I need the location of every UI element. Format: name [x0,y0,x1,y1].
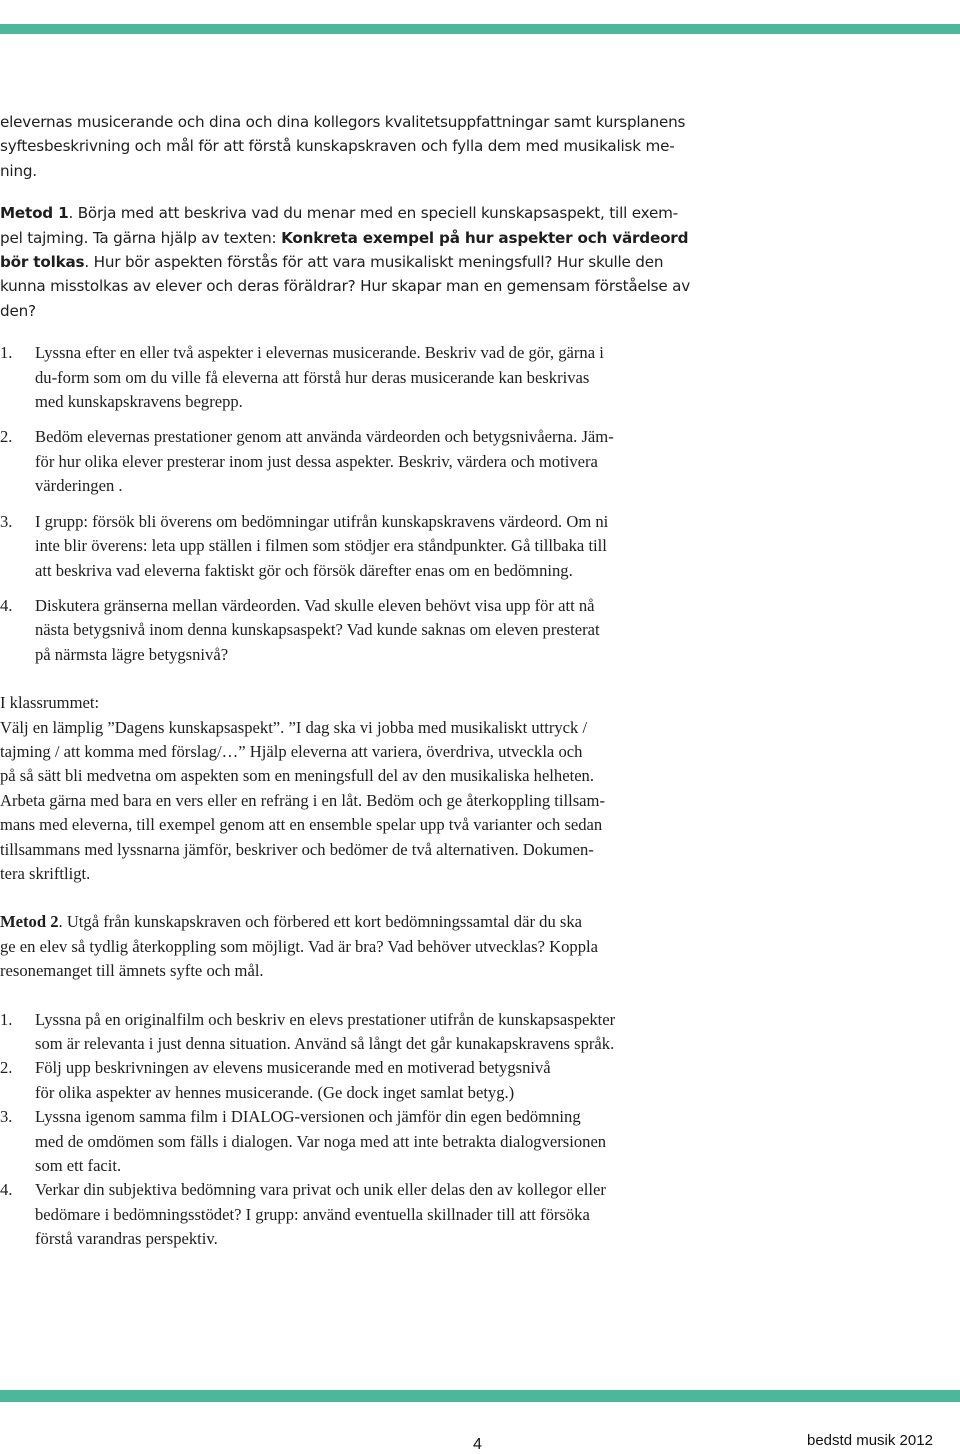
step-number: 2. [0,1058,13,1078]
list-item [0,594,735,667]
metod1-paragraph [0,201,735,323]
step-line: som är relevanta i just denna situation. Använd så långt det går kunakapskravens språk. [35,1034,615,1053]
metod1-text: . Börja med att beskriva vad du menar med en speciell kunskapsaspekt, till exem- [68,204,678,223]
list-item [0,1008,735,1057]
metod2-paragraph [0,910,735,983]
step-number: 1. [0,343,13,363]
classroom-line: Arbeta gärna med bara en vers eller en refräng i en låt. Bedöm och ge återkoppling tillsam- [0,790,605,810]
classroom-line: på så sätt bli medvetna om aspekten som en meningsfull del av den musikaliska helheten. [0,766,595,786]
footer-brand: bedstd musik 2012 [807,1432,933,1449]
step-line: med kunskapskravens begrepp. [35,392,243,412]
intro-paragraph [0,110,735,183]
step-line: att beskriva vad eleverna faktiskt gör och försök därefter enas om en bedömning. [35,560,573,580]
step-line: Följ upp beskrivningen av elevens musicerande med en motiverad betygsnivå [35,1058,551,1078]
metod1-reference-title: Konkreta exempel på hur aspekter och värdeord [281,228,689,247]
metod1-reference-title: bör tolkas [0,253,85,272]
document-body [0,110,735,1252]
metod2-text: ge en elev så tydlig återkoppling som möjligt. Vad är bra? Vad behöver utvecklas? Koppla [0,936,598,956]
list-item [0,1056,735,1105]
metod1-text: . Hur bör aspekten förstås för att vara musikaliskt meningsfull? Hur skulle den [84,253,664,272]
list-item [0,1105,735,1178]
step-line: Bedöm elevernas prestationer genom att använda värdeorden och betygsnivåerna. Jäm- [35,427,614,447]
metod1-label: Metod 1 [0,204,69,223]
step-line: Verkar din subjektiva bedömning vara privat och unik eller delas den av kollegor eller [35,1180,606,1200]
step-number: 4. [0,1180,13,1200]
step-line: bedömare i bedömningsstödet? I grupp: använd eventuella skillnader till att försöka [35,1204,590,1224]
classroom-line: mans med eleverna, till exempel genom att en ensemble spelar upp två varianter och sedan [0,815,603,835]
step-line: I grupp: försök bli överens om bedömningar utifrån kunskapskravens värdeord. Om ni [35,511,609,531]
step-line: förstå varandras perspektiv. [35,1229,218,1249]
top-accent-bar [0,24,960,34]
step-line: Lyssna igenom samma film i DIALOG-versionen och jämför din egen bedömning [35,1107,581,1127]
list-item [0,510,735,583]
page-number: 4 [473,1436,482,1453]
classroom-line: tera skriftligt. [0,863,91,883]
step-line: Lyssna efter en eller två aspekter i elevernas musicerande. Beskriv vad de gör, gärna i [35,343,604,363]
metod2-label: Metod 2 [0,912,59,932]
metod1-text: den? [0,301,36,320]
step-line: för olika aspekter av hennes musicerande. (Ge dock inget samlat betyg.) [35,1082,515,1102]
metod2-steps [0,1008,735,1252]
metod1-text: pel tajming. Ta gärna hjälp av texten: [0,228,282,247]
intro-line: elevernas musicerande och dina och dina kollegors kvalitetsuppfattningar samt kursplanens [0,113,686,131]
list-item [0,425,735,498]
intro-line: ning. [0,161,37,180]
step-line: för hur olika elever presterar inom just dessa aspekter. Beskriv, värdera och motivera [35,451,598,471]
step-line: med de omdömen som fälls i dialogen. Var noga med att inte betrakta dialogversionen [35,1131,607,1151]
metod2-text: . Utgå från kunskapskraven och förbered ett kort bedömningssamtal där du ska [58,912,583,932]
list-item [0,1178,735,1251]
step-line: på närmsta lägre betygsnivå? [35,644,229,664]
step-number: 4. [0,595,13,615]
step-line: Lyssna på en originalfilm och beskriv en elevs prestationer utifrån de kunskapsaspekter [35,1009,616,1029]
classroom-heading: I klassrummet: [0,693,100,713]
list-item [0,341,735,414]
step-number: 2. [0,427,13,447]
step-line: nästa betygsnivå inom denna kunskapsaspekt? Vad kunde saknas om eleven presterat [35,620,600,640]
classroom-line: tillsammans med lyssnarna jämför, beskriver och bedömer de två alternativen. Dokumen- [0,839,594,859]
step-line: Diskutera gränserna mellan värdeorden. Vad skulle eleven behövt visa upp för att nå [35,595,595,615]
classroom-line: Välj en lämplig ”Dagens kunskapsaspekt”. ”I dag ska vi jobba med musikaliskt uttryck / [0,717,588,737]
step-number: 1. [0,1009,13,1029]
step-line: du-form som om du ville få eleverna att förstå hur deras musicerande kan beskrivas [35,367,590,387]
step-number: 3. [0,1107,13,1127]
metod1-steps [0,341,735,667]
intro-line: syftesbeskrivning och mål för att förstå kunskapskraven och fylla dem med musikalisk me- [0,137,675,156]
classroom-line: tajming / att komma med förslag/…” Hjälp eleverna att variera, överdriva, utveckla och [0,741,583,761]
metod2-text: resonemanget till ämnets syfte och mål. [0,961,264,981]
classroom-paragraph [0,691,735,886]
step-line: värderingen . [35,476,123,496]
step-line: som ett facit. [35,1156,122,1176]
step-number: 3. [0,511,13,531]
bottom-accent-bar [0,1390,960,1402]
metod1-text: kunna misstolkas av elever och deras föräldrar? Hur skapar man en gemensam förståelse av [0,277,690,296]
step-line: inte blir överens: leta upp ställen i filmen som stödjer era ståndpunkter. Gå tillbaka till [35,536,607,556]
